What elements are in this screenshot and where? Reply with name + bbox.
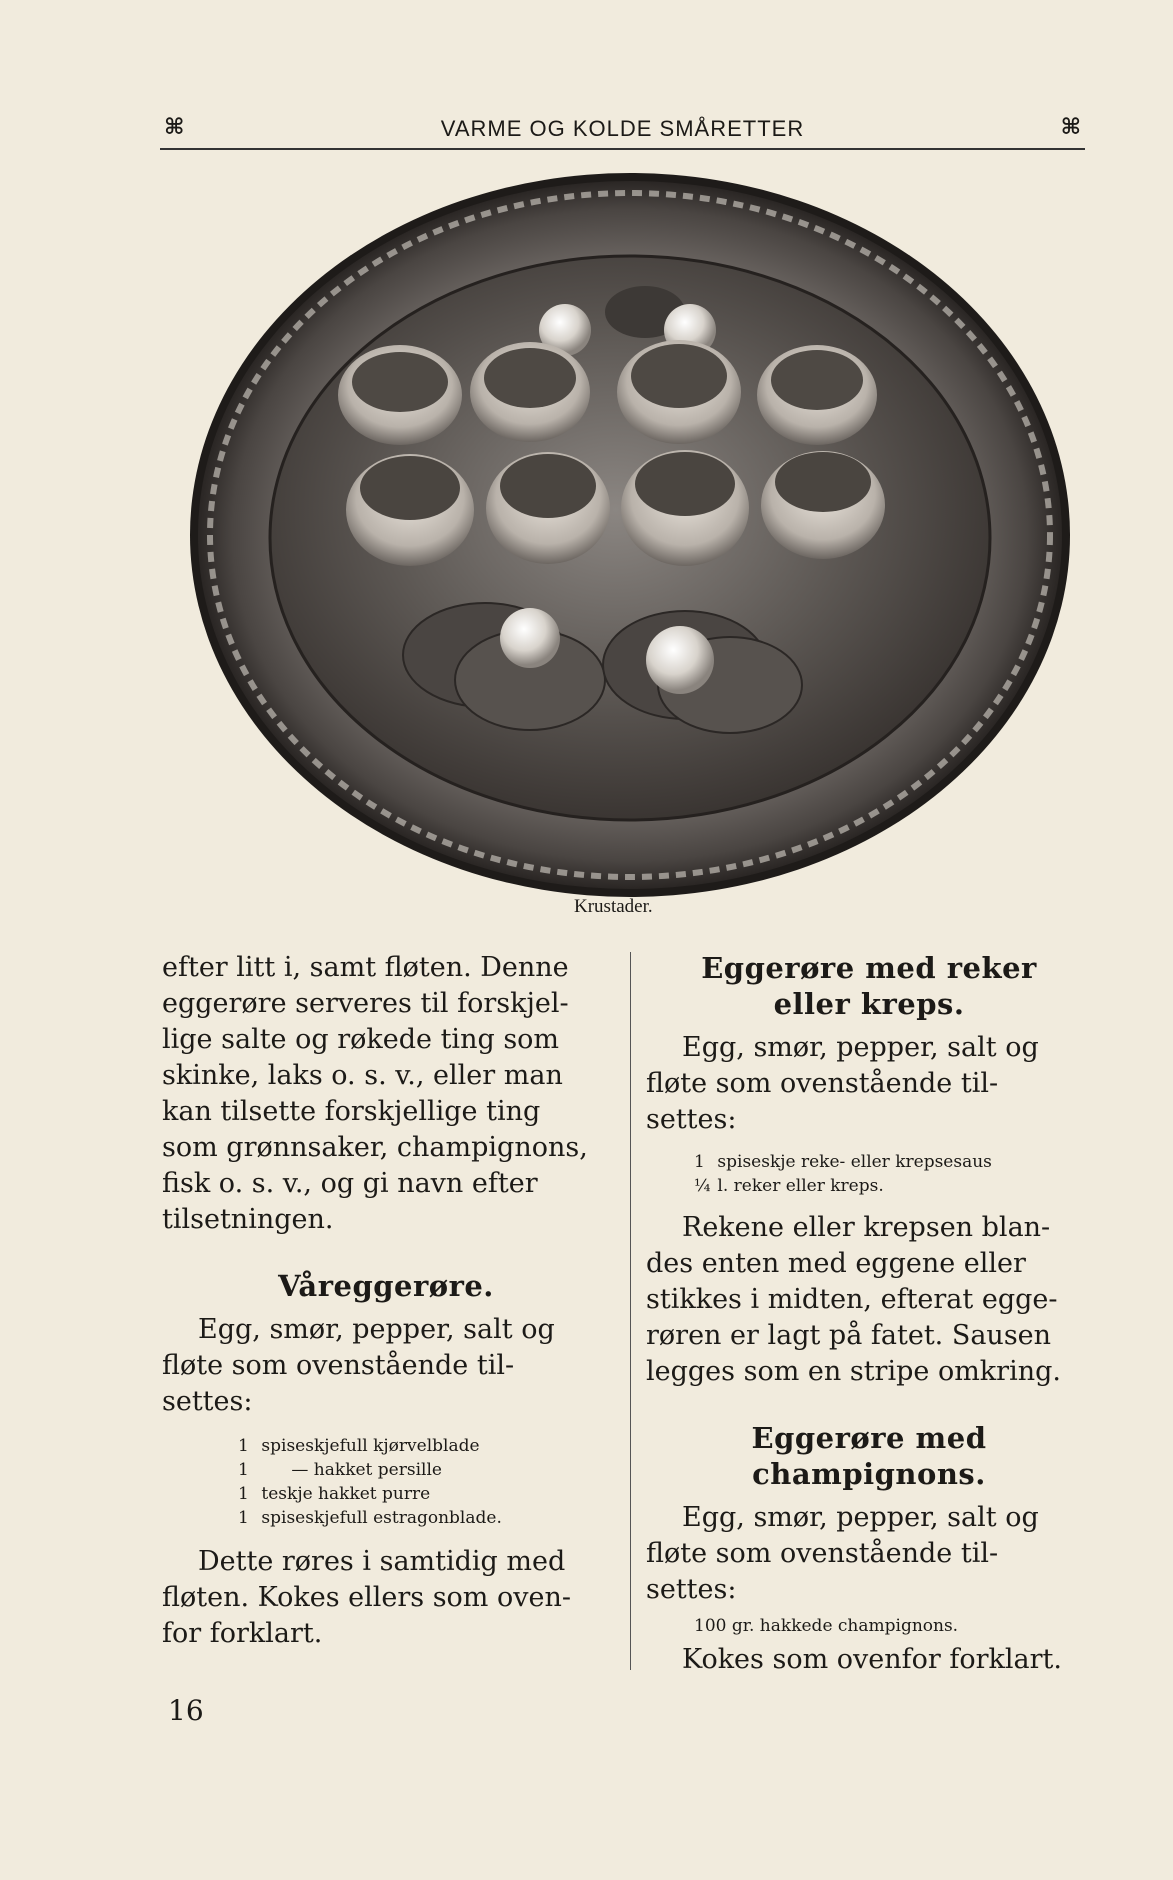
- quantity: 100: [694, 1616, 727, 1636]
- text-line: som grønnsaker, champignons,: [162, 1132, 588, 1163]
- ingredient: spiseskjefull kjørvelblade: [261, 1436, 480, 1456]
- text-line: eggerøre serveres til forskjel-: [162, 988, 569, 1019]
- section-paragraph-cont: [162, 1348, 610, 1420]
- ingredient: gr. hakkede champignons.: [731, 1616, 959, 1636]
- ingredient-list: [162, 1434, 610, 1530]
- closing-paragraph: [646, 1642, 1092, 1678]
- left-column: [162, 950, 610, 1652]
- ingredient: spiseskjefull estragonblade.: [261, 1508, 502, 1528]
- quantity: 1: [694, 1152, 705, 1172]
- text-line: fløten. Kokes ellers som oven-: [162, 1582, 571, 1613]
- quantity: 1: [238, 1436, 249, 1456]
- text-line: settes:: [162, 1386, 253, 1417]
- running-header: [160, 108, 1085, 150]
- ingredient-list: [646, 1150, 1092, 1198]
- closing-paragraph: [646, 1210, 1092, 1246]
- text-line: Rekene eller krepsen blan-: [682, 1212, 1051, 1243]
- list-item: [694, 1150, 1092, 1174]
- list-item: [694, 1614, 1092, 1638]
- column-divider: [630, 952, 631, 1670]
- quantity: 1: [238, 1484, 249, 1504]
- text-line: lige salte og røkede ting som: [162, 1024, 560, 1055]
- section-paragraph: [162, 1312, 610, 1348]
- section-title-reker: [646, 950, 1092, 1022]
- list-item: [238, 1458, 610, 1482]
- text-line: stikkes i midten, efterat egge-: [646, 1284, 1058, 1315]
- text-line: Dette røres i samtidig med: [198, 1546, 566, 1577]
- quantity: 1: [238, 1508, 249, 1528]
- text-line: fløte som ovenstående til-: [646, 1068, 999, 1099]
- title-line: Eggerøre med reker: [701, 951, 1037, 985]
- text-line: legges som en stripe omkring.: [646, 1356, 1061, 1387]
- section-title-champignons: [646, 1420, 1092, 1492]
- list-item: [694, 1174, 1092, 1198]
- text-line: fløte som ovenstående til-: [162, 1350, 515, 1381]
- figure-caption: Krustader.: [574, 896, 653, 917]
- section-paragraph-cont: [646, 1536, 1092, 1608]
- text-line: fløte som ovenstående til-: [646, 1538, 999, 1569]
- text-line: skinke, laks o. s. v., eller man: [162, 1060, 563, 1091]
- ingredient: spiseskje reke- eller krepsesaus: [717, 1152, 992, 1172]
- text-line: kan tilsette forskjellige ting: [162, 1096, 541, 1127]
- quantity: 1: [238, 1460, 249, 1480]
- section-paragraph: [646, 1500, 1092, 1536]
- closing-paragraph: [162, 1544, 610, 1580]
- ingredient: teskje hakket purre: [261, 1484, 431, 1504]
- list-item: [238, 1506, 610, 1530]
- ornament-left-icon: ⌘: [164, 114, 185, 140]
- title-line: eller kreps.: [773, 987, 965, 1021]
- text-line: Egg, smør, pepper, salt og: [682, 1502, 1039, 1533]
- text-line: røren er lagt på fatet. Sausen: [646, 1320, 1052, 1351]
- text-line: Egg, smør, pepper, salt og: [682, 1032, 1039, 1063]
- section-title-vareggerore: Våreggerøre.: [278, 1269, 494, 1303]
- title-line: champignons.: [752, 1457, 986, 1491]
- ornament-right-icon: ⌘: [1060, 114, 1081, 140]
- closing-paragraph-cont: [646, 1246, 1092, 1390]
- ingredient: l. reker eller kreps.: [717, 1176, 884, 1196]
- text-line: settes:: [646, 1574, 737, 1605]
- text-line: tilsetningen.: [162, 1204, 334, 1235]
- intro-paragraph: [162, 950, 610, 1238]
- title-line: Eggerøre med: [751, 1421, 987, 1455]
- right-column: [646, 950, 1092, 1678]
- section-paragraph: [646, 1030, 1092, 1066]
- text-line: settes:: [646, 1104, 737, 1135]
- quantity: ¼: [694, 1176, 711, 1196]
- text-line: Egg, smør, pepper, salt og: [198, 1314, 555, 1345]
- closing-paragraph-cont: [162, 1580, 610, 1652]
- text-line: Kokes som ovenfor forklart.: [682, 1644, 1062, 1675]
- text-line: des enten med eggene eller: [646, 1248, 1026, 1279]
- text-line: fisk o. s. v., og gi navn efter: [162, 1168, 538, 1199]
- section-paragraph-cont: [646, 1066, 1092, 1138]
- ingredient-list: [646, 1614, 1092, 1638]
- ingredient: — hakket persille: [291, 1460, 442, 1480]
- list-item: [238, 1482, 610, 1506]
- page-number: 16: [168, 1694, 204, 1727]
- header-title: VARME OG KOLDE SMÅRETTER: [440, 116, 805, 141]
- krustader-photo: [185, 170, 1075, 900]
- text-line: for forklart.: [162, 1618, 323, 1649]
- list-item: [238, 1434, 610, 1458]
- text-line: efter litt i, samt fløten. Denne: [162, 952, 569, 983]
